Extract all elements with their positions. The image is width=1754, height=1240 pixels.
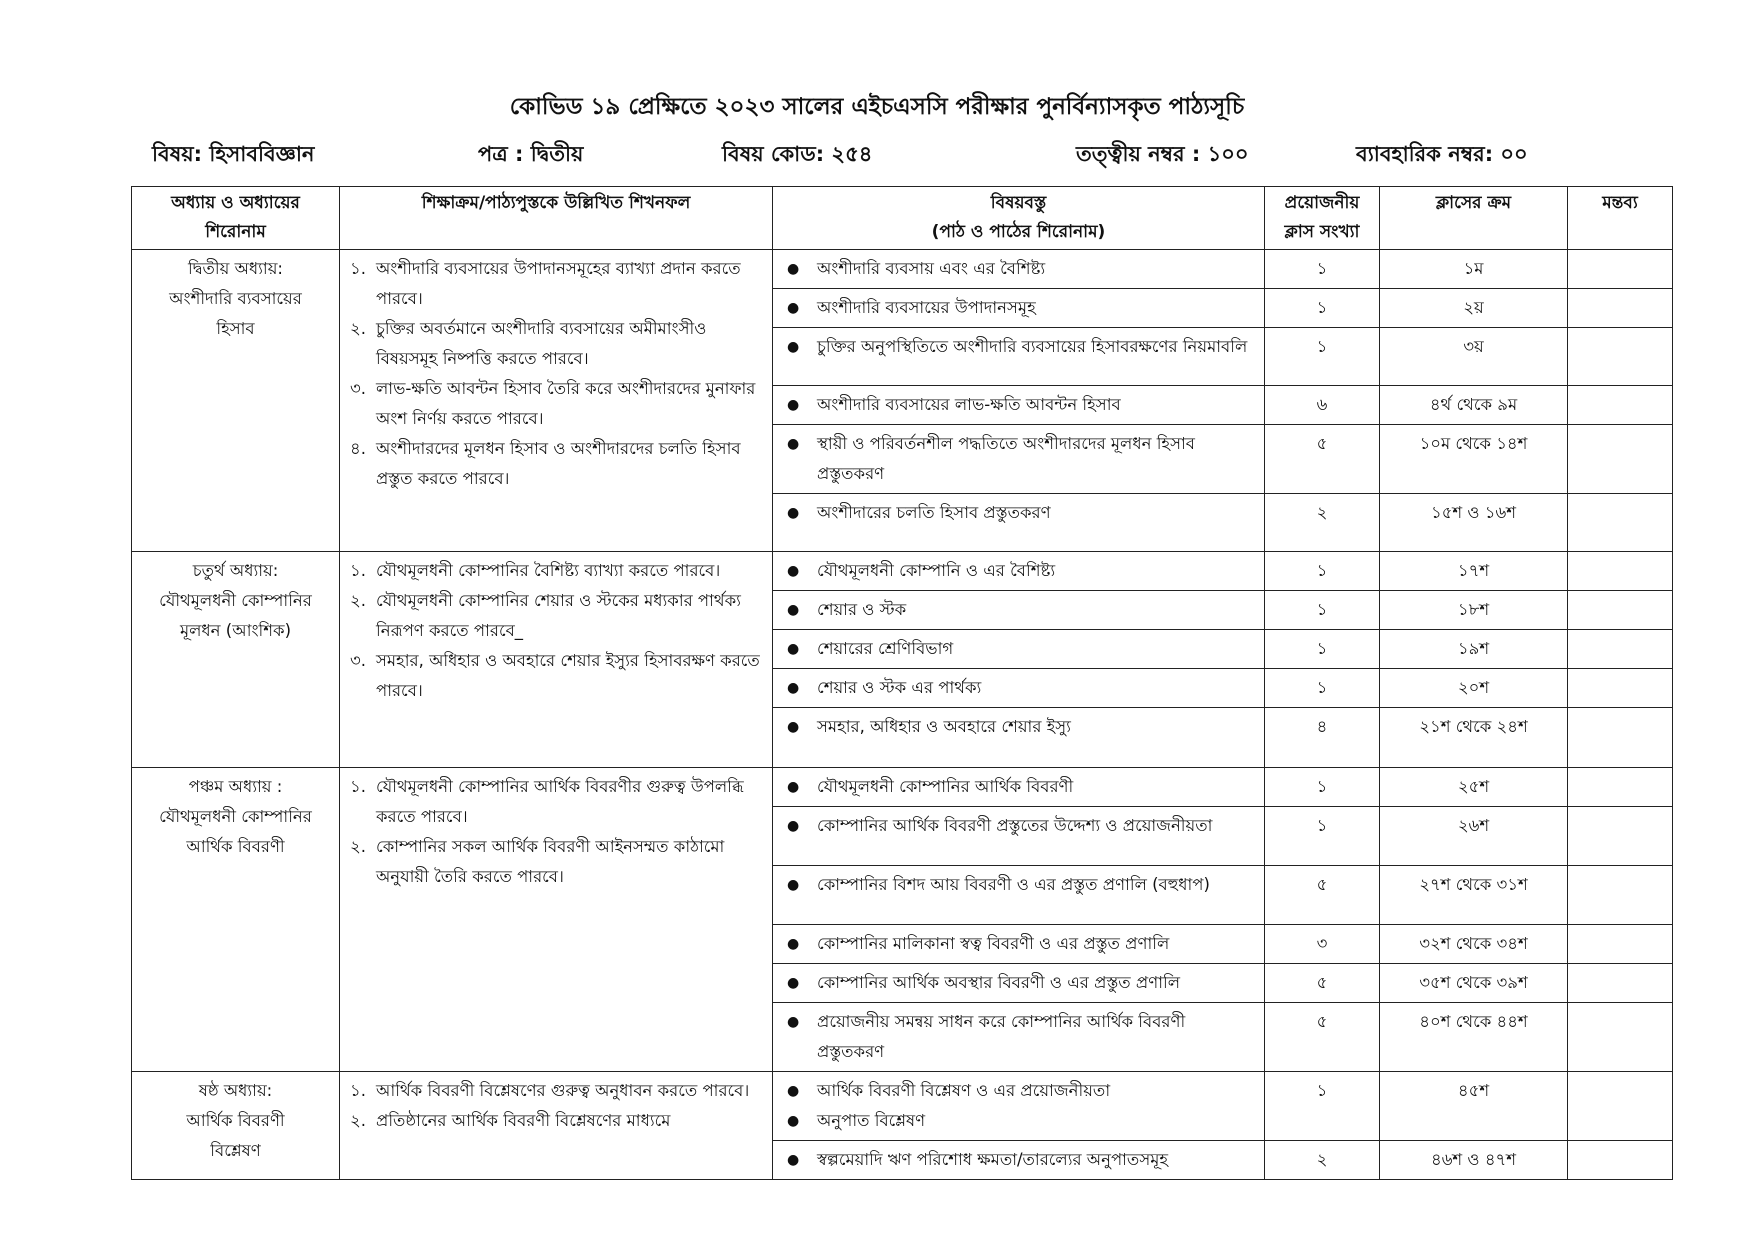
syllabus-body <box>132 250 1673 1180</box>
outcome-number: ৩. <box>350 379 366 398</box>
class-count-cell: ১ <box>1265 768 1380 807</box>
lesson-item <box>783 712 1256 742</box>
header-outcomes-text: শিক্ষাক্রম/পাঠ্যপুস্তকে উল্লিখিত শিখনফল <box>421 193 691 213</box>
lesson-title: আর্থিক বিবরণী বিশ্লেষণ ও এর প্রয়োজনীয়তা <box>817 1081 1111 1100</box>
lesson-title: স্বল্পমেয়াদি ঋণ পরিশোধ ক্ষমতা/তারল্যের অনুপাতসমূহ <box>817 1150 1169 1169</box>
lesson-title: শেয়ারের শ্রেণিবিভাগ <box>817 639 954 658</box>
lesson-title: কোম্পানির মালিকানা স্বত্ব বিবরণী ও এর প্রস্তুত প্রণালি <box>817 934 1170 953</box>
lesson-item <box>783 556 1256 586</box>
lesson-title: অংশীদারি ব্যবসায়ের উপাদানসমূহ <box>817 298 1036 317</box>
class-order-cell: ১৭শ <box>1380 552 1568 591</box>
chapter-title-cell <box>132 1072 340 1180</box>
lesson-content-cell <box>773 925 1265 964</box>
lesson-content-cell <box>773 494 1265 552</box>
class-order-cell: ১৯শ <box>1380 630 1568 669</box>
chapter-title-cell <box>132 552 340 768</box>
outcome-number: ১. <box>350 1081 366 1100</box>
lesson-title: সমহার, অধিহার ও অবহারে শেয়ার ইস্যু <box>817 717 1071 736</box>
learning-outcome-item <box>350 772 766 832</box>
lesson-title: অংশীদারি ব্যবসায়ের লাভ-ক্ষতি আবন্টন হিসাব <box>817 395 1121 414</box>
syllabus-table <box>131 186 1673 1180</box>
lesson-content-cell <box>773 866 1265 925</box>
lesson-title: প্রয়োজনীয় সমন্বয় সাধন করে কোম্পানির আর্থিক বিবরণী প্রস্তুতকরণ <box>817 1012 1186 1061</box>
lesson-content-cell <box>773 591 1265 630</box>
lesson-item <box>783 332 1256 362</box>
lesson-content-cell <box>773 768 1265 807</box>
bullet-icon: ● <box>787 641 800 657</box>
class-order-cell: ১ম <box>1380 250 1568 289</box>
syllabus-row <box>132 250 1673 289</box>
class-count-cell: ৫ <box>1265 866 1380 925</box>
header-row <box>132 187 1673 250</box>
subject-code-label: বিষয় কোড: ২৫৪ <box>722 142 873 166</box>
bullet-icon: ● <box>787 602 800 618</box>
outcome-text: অংশীদারদের মূলধন হিসাব ও অংশীদারদের চলতি হিসাব প্রস্তুত করতে পারবে। <box>376 439 741 488</box>
chapter-title-line: বিশ্লেষণ <box>210 1141 261 1160</box>
remarks-cell <box>1568 1141 1673 1180</box>
learning-outcome-item <box>350 374 766 434</box>
bullet-icon: ● <box>787 877 800 893</box>
syllabus-row <box>132 552 1673 591</box>
lesson-content-cell <box>773 669 1265 708</box>
chapter-title-line: আর্থিক বিবরণী <box>186 1111 285 1130</box>
learning-outcomes-cell <box>340 250 773 552</box>
lesson-title: অংশীদারের চলতি হিসাব প্রস্তুতকরণ <box>817 503 1051 522</box>
class-count-cell: ১ <box>1265 328 1380 386</box>
class-order-cell: ৪০শ থেকে ৪৪শ <box>1380 1003 1568 1072</box>
class-order-cell: ৪র্থ থেকে ৯ম <box>1380 386 1568 425</box>
bullet-icon: ● <box>787 261 800 277</box>
lesson-title: অনুপাত বিশ্লেষণ <box>817 1111 926 1130</box>
chapter-title-line: আর্থিক বিবরণী <box>186 837 285 856</box>
learning-outcome-item <box>350 254 766 314</box>
lesson-item <box>783 293 1256 323</box>
class-count-cell: ৬ <box>1265 386 1380 425</box>
class-count-cell: ৫ <box>1265 425 1380 494</box>
chapter-title-line: মূলধন (আংশিক) <box>179 621 292 640</box>
bullet-icon: ● <box>787 300 800 316</box>
remarks-cell <box>1568 552 1673 591</box>
chapter-title-line: চতুর্থ অধ্যায়: <box>192 561 279 580</box>
remarks-cell <box>1568 630 1673 669</box>
bullet-icon: ● <box>787 1014 800 1030</box>
lesson-item <box>783 429 1256 489</box>
outcome-number: ২. <box>350 837 366 856</box>
outcome-text: যৌথমূলধনী কোম্পানির শেয়ার ও স্টকের মধ্যকার পার্থক্য নিরূপণ করতে পারবে_ <box>376 591 741 640</box>
class-count-cell: ১ <box>1265 1072 1380 1141</box>
lesson-content-cell <box>773 1003 1265 1072</box>
header-classes-line: প্রয়োজনীয় <box>1284 193 1360 213</box>
header-outcomes <box>340 187 773 250</box>
outcome-text: যৌথমূলধনী কোম্পানির আর্থিক বিবরণীর গুরুত্ব উপলব্ধি করতে পারবে। <box>376 777 744 826</box>
class-order-cell: ২৭শ থেকে ৩১শ <box>1380 866 1568 925</box>
lesson-content-cell <box>773 1141 1265 1180</box>
remarks-cell <box>1568 591 1673 630</box>
class-count-cell: ৩ <box>1265 925 1380 964</box>
learning-outcomes-cell <box>340 1072 773 1180</box>
outcome-number: ১. <box>350 777 366 796</box>
outcome-text: অংশীদারি ব্যবসায়ের উপাদানসমূহের ব্যাখ্যা প্রদান করতে পারবে। <box>376 259 741 308</box>
lesson-item <box>783 634 1256 664</box>
remarks-cell <box>1568 328 1673 386</box>
header-remarks-text: মন্তব্য <box>1602 193 1638 213</box>
bullet-icon: ● <box>787 1152 800 1168</box>
bullet-icon: ● <box>787 505 800 521</box>
chapter-title-line: অংশীদারি ব্যবসায়ের <box>169 289 302 308</box>
lesson-title: অংশীদারি ব্যবসায় এবং এর বৈশিষ্ট্য <box>817 259 1046 278</box>
header-chapter-line: অধ্যায় ও অধ্যায়ের <box>171 193 300 213</box>
class-order-cell: ৪৫শ <box>1380 1072 1568 1141</box>
class-count-cell: ২ <box>1265 1141 1380 1180</box>
learning-outcome-item <box>350 1106 766 1136</box>
class-order-cell: ২৬শ <box>1380 807 1568 866</box>
lesson-item <box>783 1106 1256 1136</box>
learning-outcome-item <box>350 556 766 586</box>
class-count-cell: ৪ <box>1265 708 1380 768</box>
chapter-title-line: যৌথমূলধনী কোম্পানির <box>159 591 312 610</box>
header-chapter-line: শিরোনাম <box>205 222 266 242</box>
bullet-icon: ● <box>787 818 800 834</box>
lesson-title: কোম্পানির বিশদ আয় বিবরণী ও এর প্রস্তুত প্রণালি (বহুধাপ) <box>817 875 1210 894</box>
remarks-cell <box>1568 250 1673 289</box>
lesson-item <box>783 498 1256 528</box>
lesson-content-cell <box>773 1072 1265 1141</box>
class-order-cell: ১৮শ <box>1380 591 1568 630</box>
lesson-item <box>783 595 1256 625</box>
class-count-cell: ৫ <box>1265 964 1380 1003</box>
class-order-cell: ২৫শ <box>1380 768 1568 807</box>
chapter-title-line: হিসাব <box>216 319 255 338</box>
remarks-cell <box>1568 425 1673 494</box>
bullet-icon: ● <box>787 397 800 413</box>
lesson-content-cell <box>773 289 1265 328</box>
lesson-title: যৌথমূলধনী কোম্পানির আর্থিক বিবরণী <box>817 777 1074 796</box>
lesson-content-cell <box>773 630 1265 669</box>
lesson-item <box>783 929 1256 959</box>
chapter-title-line: যৌথমূলধনী কোম্পানির <box>159 807 312 826</box>
lesson-title: চুক্তির অনুপস্থিতিতে অংশীদারি ব্যবসায়ের হিসাবরক্ষণের নিয়মাবলি <box>817 337 1248 356</box>
lesson-item <box>783 1007 1256 1067</box>
bullet-icon: ● <box>787 975 800 991</box>
lesson-item <box>783 968 1256 998</box>
remarks-cell <box>1568 964 1673 1003</box>
lesson-content-cell <box>773 552 1265 591</box>
remarks-cell <box>1568 708 1673 768</box>
outcome-number: ২. <box>350 319 366 338</box>
lesson-title: শেয়ার ও স্টক <box>817 600 907 619</box>
lesson-item <box>783 1076 1256 1106</box>
lesson-title: যৌথমূলধনী কোম্পানি ও এর বৈশিষ্ট্য <box>817 561 1056 580</box>
lesson-item <box>783 254 1256 284</box>
lesson-item <box>783 1145 1256 1175</box>
header-remarks <box>1568 187 1673 250</box>
remarks-cell <box>1568 807 1673 866</box>
class-count-cell: ১ <box>1265 250 1380 289</box>
class-count-cell: ১ <box>1265 552 1380 591</box>
remarks-cell <box>1568 289 1673 328</box>
lesson-content-cell <box>773 386 1265 425</box>
outcome-text: কোম্পানির সকল আর্থিক বিবরণী আইনসম্মত কাঠামো অনুযায়ী তৈরি করতে পারবে। <box>376 837 725 886</box>
learning-outcome-item <box>350 646 766 706</box>
remarks-cell <box>1568 1003 1673 1072</box>
remarks-cell <box>1568 866 1673 925</box>
learning-outcome-item <box>350 314 766 374</box>
lesson-content-cell <box>773 250 1265 289</box>
lesson-content-cell <box>773 708 1265 768</box>
bullet-icon: ● <box>787 1113 800 1129</box>
learning-outcome-item <box>350 1076 766 1106</box>
outcome-text: লাভ-ক্ষতি আবন্টন হিসাব তৈরি করে অংশীদারদের মুনাফার অংশ নির্ণয় করতে পারবে। <box>376 379 756 428</box>
lesson-item <box>783 772 1256 802</box>
header-order <box>1380 187 1568 250</box>
theory-marks-label: তত্ত্বীয় নম্বর : ১০০ <box>1076 142 1249 166</box>
bullet-icon: ● <box>787 779 800 795</box>
outcome-text: চুক্তির অবর্তমানে অংশীদারি ব্যবসায়ের অমীমাংসীও বিষয়সমূহ নিষ্পত্তি করতে পারবে। <box>376 319 707 368</box>
lesson-content-cell <box>773 425 1265 494</box>
bullet-icon: ● <box>787 680 800 696</box>
header-order-text: ক্লাসের ক্রম <box>1435 193 1512 213</box>
header-content <box>773 187 1265 250</box>
header-classes-line: ক্লাস সংখ্যা <box>1284 222 1360 242</box>
paper-label: পত্র : দ্বিতীয় <box>478 142 584 166</box>
class-order-cell: ২য় <box>1380 289 1568 328</box>
chapter-title-cell <box>132 250 340 552</box>
class-count-cell: ১ <box>1265 669 1380 708</box>
header-chapter <box>132 187 340 250</box>
lesson-content-cell <box>773 964 1265 1003</box>
subject-label: বিষয়: হিসাববিজ্ঞান <box>152 142 315 166</box>
lesson-title: স্থায়ী ও পরিবর্তনশীল পদ্ধতিতে অংশীদারদের মূলধন হিসাব প্রস্তুতকরণ <box>817 434 1195 483</box>
syllabus-row <box>132 1072 1673 1141</box>
syllabus-row <box>132 768 1673 807</box>
class-order-cell: ৩২শ থেকে ৩৪শ <box>1380 925 1568 964</box>
learning-outcome-item <box>350 832 766 892</box>
class-count-cell: ৫ <box>1265 1003 1380 1072</box>
outcome-text: সমহার, অধিহার ও অবহারে শেয়ার ইস্যুর হিসাবরক্ষণ করতে পারবে। <box>376 651 760 700</box>
outcome-number: ১. <box>350 259 366 278</box>
bullet-icon: ● <box>787 719 800 735</box>
outcome-text: যৌথমূলধনী কোম্পানির বৈশিষ্ট্য ব্যাখ্যা করতে পারবে। <box>376 561 721 580</box>
lesson-content-cell <box>773 807 1265 866</box>
class-order-cell: ২১শ থেকে ২৪শ <box>1380 708 1568 768</box>
header-content-line: বিষয়বস্তু <box>990 193 1047 213</box>
header-content-line: (পাঠ ও পাঠের শিরোনাম) <box>931 222 1106 242</box>
meta-row <box>0 138 1754 170</box>
outcome-text: প্রতিষ্ঠানের আর্থিক বিবরণী বিশ্লেষণের মাধ্যমে <box>376 1111 671 1130</box>
bullet-icon: ● <box>787 1083 800 1099</box>
outcome-number: ১. <box>350 561 366 580</box>
remarks-cell <box>1568 1072 1673 1141</box>
chapter-title-line: পঞ্চম অধ্যায় : <box>188 777 283 796</box>
bullet-icon: ● <box>787 339 800 355</box>
remarks-cell <box>1568 669 1673 708</box>
outcome-number: ৩. <box>350 651 366 670</box>
learning-outcome-item <box>350 586 766 646</box>
class-count-cell: ২ <box>1265 494 1380 552</box>
class-order-cell: ৩য় <box>1380 328 1568 386</box>
class-order-cell: ৪৬শ ও ৪৭শ <box>1380 1141 1568 1180</box>
outcome-text: আর্থিক বিবরণী বিশ্লেষণের গুরুত্ব অনুধাবন করতে পারবে। <box>376 1081 750 1100</box>
learning-outcome-item <box>350 434 766 494</box>
header-classes <box>1265 187 1380 250</box>
class-count-cell: ১ <box>1265 807 1380 866</box>
remarks-cell <box>1568 386 1673 425</box>
lesson-title: শেয়ার ও স্টক এর পার্থক্য <box>817 678 982 697</box>
remarks-cell <box>1568 494 1673 552</box>
learning-outcomes-cell <box>340 552 773 768</box>
chapter-title-cell <box>132 768 340 1072</box>
bullet-icon: ● <box>787 936 800 952</box>
lesson-item <box>783 673 1256 703</box>
learning-outcomes-cell <box>340 768 773 1072</box>
outcome-number: ২. <box>350 591 366 610</box>
class-order-cell: ২০শ <box>1380 669 1568 708</box>
bullet-icon: ● <box>787 436 800 452</box>
outcome-number: ২. <box>350 1111 366 1130</box>
chapter-title-line: দ্বিতীয় অধ্যায়: <box>188 259 283 278</box>
class-order-cell: ১০ম থেকে ১৪শ <box>1380 425 1568 494</box>
lesson-item <box>783 390 1256 420</box>
lesson-item <box>783 870 1256 900</box>
remarks-cell <box>1568 925 1673 964</box>
lesson-item <box>783 811 1256 841</box>
bullet-icon: ● <box>787 563 800 579</box>
lesson-title: কোম্পানির আর্থিক বিবরণী প্রস্তুতের উদ্দেশ্য ও প্রয়োজনীয়তা <box>817 816 1213 835</box>
class-count-cell: ১ <box>1265 289 1380 328</box>
outcome-number: ৪. <box>350 439 366 458</box>
practical-marks-label: ব্যাবহারিক নম্বর: ০০ <box>1356 142 1528 166</box>
class-count-cell: ১ <box>1265 630 1380 669</box>
chapter-title-line: ষষ্ঠ অধ্যায়: <box>198 1081 273 1100</box>
class-order-cell: ১৫শ ও ১৬শ <box>1380 494 1568 552</box>
page-title: কোভিড ১৯ প্রেক্ষিতে ২০২৩ সালের এইচএসসি পরীক্ষার পুনর্বিন্যাসকৃত পাঠ্যসূচি <box>509 94 1245 120</box>
class-order-cell: ৩৫শ থেকে ৩৯শ <box>1380 964 1568 1003</box>
lesson-content-cell <box>773 328 1265 386</box>
lesson-title: কোম্পানির আর্থিক অবস্থার বিবরণী ও এর প্রস্তুত প্রণালি <box>817 973 1181 992</box>
class-count-cell: ১ <box>1265 591 1380 630</box>
remarks-cell <box>1568 768 1673 807</box>
